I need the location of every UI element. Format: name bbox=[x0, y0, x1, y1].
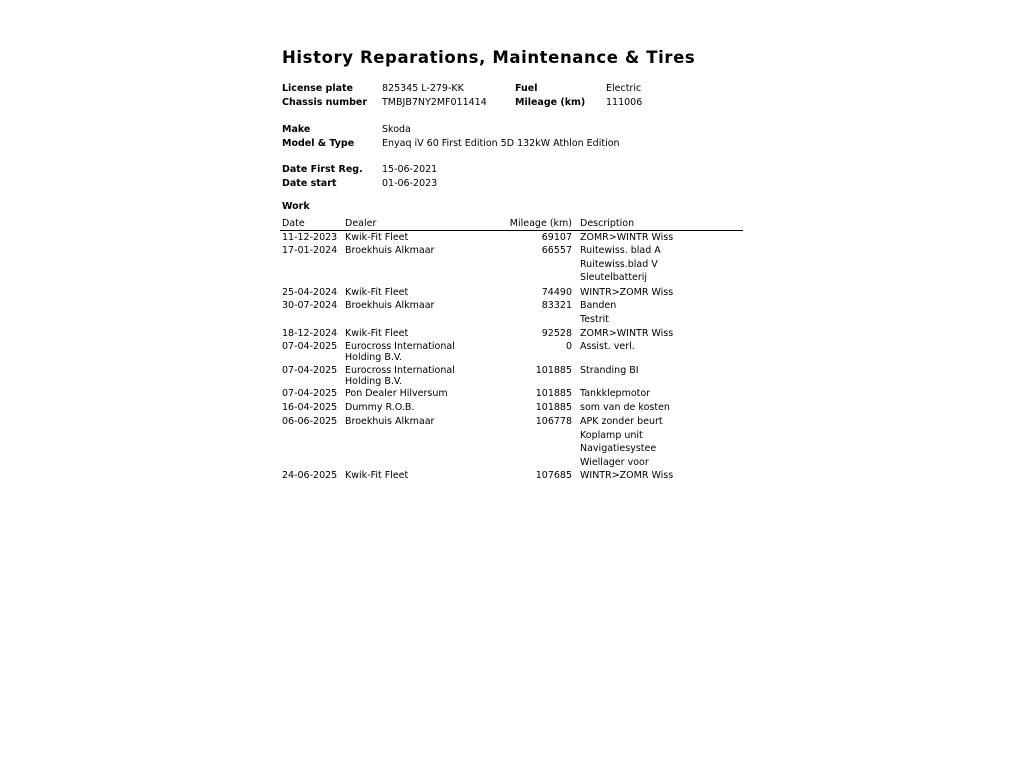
row-description-line: Tankklepmotor bbox=[580, 388, 651, 399]
row-mileage: 92528 bbox=[541, 328, 572, 339]
column-header-date: Date bbox=[282, 218, 305, 229]
row-date: 11-12-2023 bbox=[282, 232, 338, 243]
row-description-line: Stranding BI bbox=[580, 365, 639, 376]
row-description-line: Sleutelbatterij bbox=[580, 272, 648, 284]
row-description-line: ZOMR>WINTR Wiss bbox=[580, 328, 674, 339]
page-title: History Reparations, Maintenance & Tires bbox=[282, 48, 696, 67]
row-description-line: som van de kosten bbox=[580, 402, 670, 413]
row-date: 30-07-2024 bbox=[282, 300, 338, 311]
row-date: 18-12-2024 bbox=[282, 328, 338, 339]
row-description-line: WINTR>ZOMR Wiss bbox=[580, 470, 674, 481]
row-mileage: 101885 bbox=[535, 365, 572, 376]
row-date: 24-06-2025 bbox=[282, 470, 338, 481]
row-dealer: Broekhuis Alkmaar bbox=[345, 300, 435, 311]
row-dealer: Broekhuis Alkmaar bbox=[345, 245, 435, 256]
first-reg-label: Date First Reg. bbox=[282, 164, 363, 175]
row-date: 06-06-2025 bbox=[282, 416, 338, 427]
row-dealer: Kwik-Fit Fleet bbox=[345, 287, 409, 298]
row-description-line: Assist. verl. bbox=[580, 341, 635, 352]
row-dealer: Eurocross International Holding B.V. bbox=[345, 365, 455, 387]
row-description-line: Ruitewiss.blad V bbox=[580, 258, 658, 270]
row-mileage: 107685 bbox=[535, 470, 572, 481]
license-plate-value: 825345 L-279-KK bbox=[382, 83, 464, 94]
row-date: 07-04-2025 bbox=[282, 341, 338, 352]
row-dealer: Kwik-Fit Fleet bbox=[345, 232, 409, 243]
mileage-label: Mileage (km) bbox=[515, 97, 586, 108]
row-dealer: Pon Dealer Hilversum bbox=[345, 388, 448, 399]
row-dealer: Broekhuis Alkmaar bbox=[345, 416, 435, 427]
row-description-line: Testrit bbox=[580, 313, 609, 325]
work-heading: Work bbox=[282, 201, 310, 212]
row-date: 16-04-2025 bbox=[282, 402, 338, 413]
row-description-line: ZOMR>WINTR Wiss bbox=[580, 232, 674, 243]
fuel-value: Electric bbox=[606, 83, 642, 94]
row-dealer: Kwik-Fit Fleet bbox=[345, 470, 409, 481]
row-mileage: 69107 bbox=[541, 232, 572, 243]
make-label: Make bbox=[282, 124, 311, 135]
column-header-mileage: Mileage (km) bbox=[509, 218, 572, 229]
first-reg-value: 15-06-2021 bbox=[382, 164, 438, 175]
row-description-line: Ruitewiss. blad A bbox=[580, 245, 661, 256]
row-description-line: Koplamp unit bbox=[580, 429, 643, 441]
row-date: 07-04-2025 bbox=[282, 388, 338, 399]
model-label: Model & Type bbox=[282, 138, 355, 149]
row-date: 17-01-2024 bbox=[282, 245, 338, 256]
date-start-value: 01-06-2023 bbox=[382, 178, 438, 189]
row-mileage: 106778 bbox=[535, 416, 572, 427]
row-mileage: 101885 bbox=[535, 388, 572, 399]
fuel-label: Fuel bbox=[515, 83, 538, 94]
row-description-line: Wiellager voor bbox=[580, 457, 649, 469]
row-mileage: 101885 bbox=[535, 402, 572, 413]
row-description-line: Banden bbox=[580, 300, 617, 311]
make-value: Skoda bbox=[382, 124, 411, 135]
column-header-description: Description bbox=[580, 218, 635, 229]
row-dealer: Kwik-Fit Fleet bbox=[345, 328, 409, 339]
row-date: 25-04-2024 bbox=[282, 287, 338, 298]
row-description-line: APK zonder beurt bbox=[580, 416, 663, 427]
row-mileage: 74490 bbox=[541, 287, 572, 298]
row-mileage: 66557 bbox=[541, 245, 572, 256]
chassis-label: Chassis number bbox=[282, 97, 368, 108]
row-description-line: Navigatiesystee bbox=[580, 443, 657, 455]
column-header-dealer: Dealer bbox=[345, 218, 377, 229]
chassis-value: TMBJB7NY2MF011414 bbox=[382, 97, 487, 108]
row-mileage: 0 bbox=[565, 341, 572, 352]
mileage-value: 111006 bbox=[606, 97, 643, 108]
model-value: Enyaq iV 60 First Edition 5D 132kW Athlon Edition bbox=[382, 138, 620, 149]
row-description-line: WINTR>ZOMR Wiss bbox=[580, 287, 674, 298]
row-dealer: Dummy R.O.B. bbox=[345, 402, 415, 413]
row-dealer: Eurocross International Holding B.V. bbox=[345, 341, 455, 363]
row-date: 07-04-2025 bbox=[282, 365, 338, 376]
date-start-label: Date start bbox=[282, 178, 337, 189]
header-divider bbox=[280, 230, 743, 231]
row-mileage: 83321 bbox=[541, 300, 572, 311]
license-plate-label: License plate bbox=[282, 83, 354, 94]
